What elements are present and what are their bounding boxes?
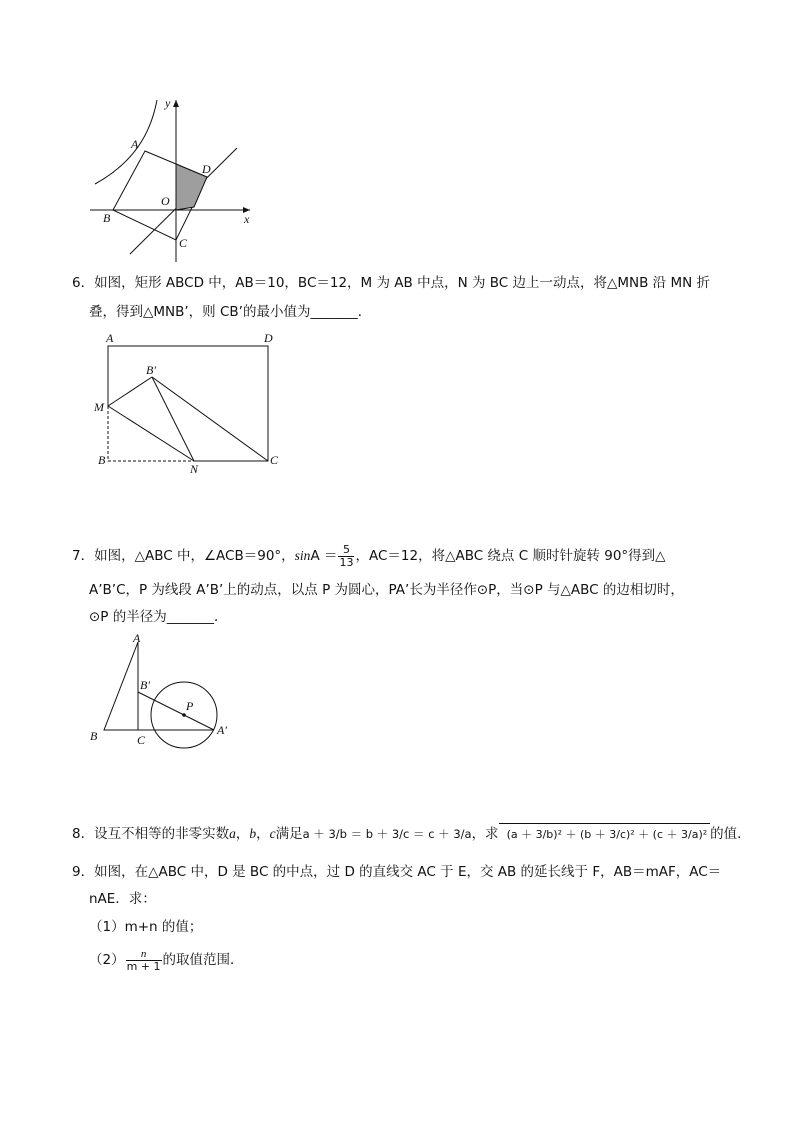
q7-label-a: A (133, 631, 141, 645)
q9-fraction-num: n (140, 947, 147, 960)
q8-equation: a ＋ 3/b ＝ b ＋ 3/c ＝ c ＋ 3/a (302, 827, 472, 841)
q9-line1: 9．如图，在△ABC 中，D 是 BC 的中点，过 D 的直线交 AC 于 E，交 AB 的延长线于 F，AB＝mAF，AC＝ (72, 864, 722, 880)
q9-part2-pre: （2） (89, 952, 125, 968)
q7-sin-a: A ＝ (310, 548, 338, 564)
q7-text-a: 7．如图，△ABC 中，∠ACB＝90°， (72, 548, 295, 564)
q8-ask: ，求 (471, 826, 499, 842)
figure-q5 (85, 92, 260, 267)
q8-var-a: a (229, 826, 236, 841)
fig5-label-d: D (202, 162, 211, 176)
q6-line2 (89, 302, 371, 322)
q7-label-b: B (90, 729, 98, 743)
fig5-label-y: y (165, 96, 171, 110)
q9-line2: nAE．求： (89, 891, 156, 907)
q6-label-b1: B′ (146, 363, 156, 377)
q9-fraction (126, 948, 162, 973)
q9-part2 (89, 942, 244, 978)
q7-text-b: ，AC＝12，将△ABC 绕点 C 顺时针旋转 90°得到△ (355, 548, 666, 564)
q6-label-d: D (264, 331, 273, 345)
q9-part1: （1）m+n 的值； (89, 919, 203, 935)
fig5-label-b: B (103, 211, 111, 225)
q7-answer-blank: _______ (166, 609, 214, 625)
q8-var-c: c (269, 826, 276, 841)
q7-label-p: P (186, 699, 194, 713)
q9-fraction-den: m + 1 (126, 959, 161, 973)
q7-label-a1: A′ (217, 723, 227, 737)
q8-expression: (a ＋ 3/b)² ＋ (b ＋ 3/c)² ＋ (c ＋ 3/a)² (506, 827, 708, 841)
q6-label-c: C (270, 453, 279, 467)
fig5-label-x: x (244, 212, 250, 226)
fig5-label-o: O (161, 194, 170, 208)
q6-label-n: N (190, 462, 199, 476)
q7-fraction (338, 544, 354, 569)
q8-sqrt (499, 823, 711, 846)
q6-label-a: A (106, 331, 114, 345)
fig5-label-a: A (131, 137, 139, 151)
q8-line (72, 816, 751, 852)
q6-answer-blank: _______ (310, 304, 358, 320)
q8-satisfy: 满足 (275, 826, 303, 842)
q7-line1 (72, 542, 666, 570)
q7-label-c: C (137, 733, 146, 747)
q8-sep2: ， (256, 826, 270, 842)
q7-fraction-den: 13 (339, 555, 354, 569)
q7-label-b1: B′ (140, 678, 150, 692)
q7-end: ． (214, 609, 228, 625)
figure-q6 (90, 330, 290, 480)
q6-label-m: M (94, 400, 104, 414)
figure-q7 (86, 630, 246, 750)
q7-text-c: ⊙P 的半径为 (89, 609, 167, 625)
q8-prefix: 8．设互不相等的非零实数 (72, 826, 230, 842)
q7-sin: sin (294, 548, 311, 563)
q7-line2: A’B’C，P 为线段 A’B’上的动点，以点 P 为圆心，PA’长为半径作⊙P，当⊙P 与△ABC 的边相切时， (89, 582, 684, 598)
q7-fraction-num: 5 (342, 542, 350, 556)
q9-part2-post: 的取值范围． (162, 952, 244, 968)
q8-sep1: ， (235, 826, 250, 842)
q6-text: 叠，得到△MNB’，则 CB’的最小值为 (89, 304, 311, 320)
fig5-label-c: C (179, 236, 188, 250)
q8-suffix: 的值． (710, 826, 751, 842)
q7-line3 (89, 607, 228, 627)
q6-line1: 6．如图，矩形 ABCD 中，AB＝10，BC＝12，M 为 AB 中点，N 为 BC 边上一动点，将△MNB 沿 MN 折 (72, 275, 711, 291)
q8-var-b: b (249, 826, 257, 841)
q6-label-b: B (98, 453, 106, 467)
q6-end: ． (357, 304, 372, 320)
